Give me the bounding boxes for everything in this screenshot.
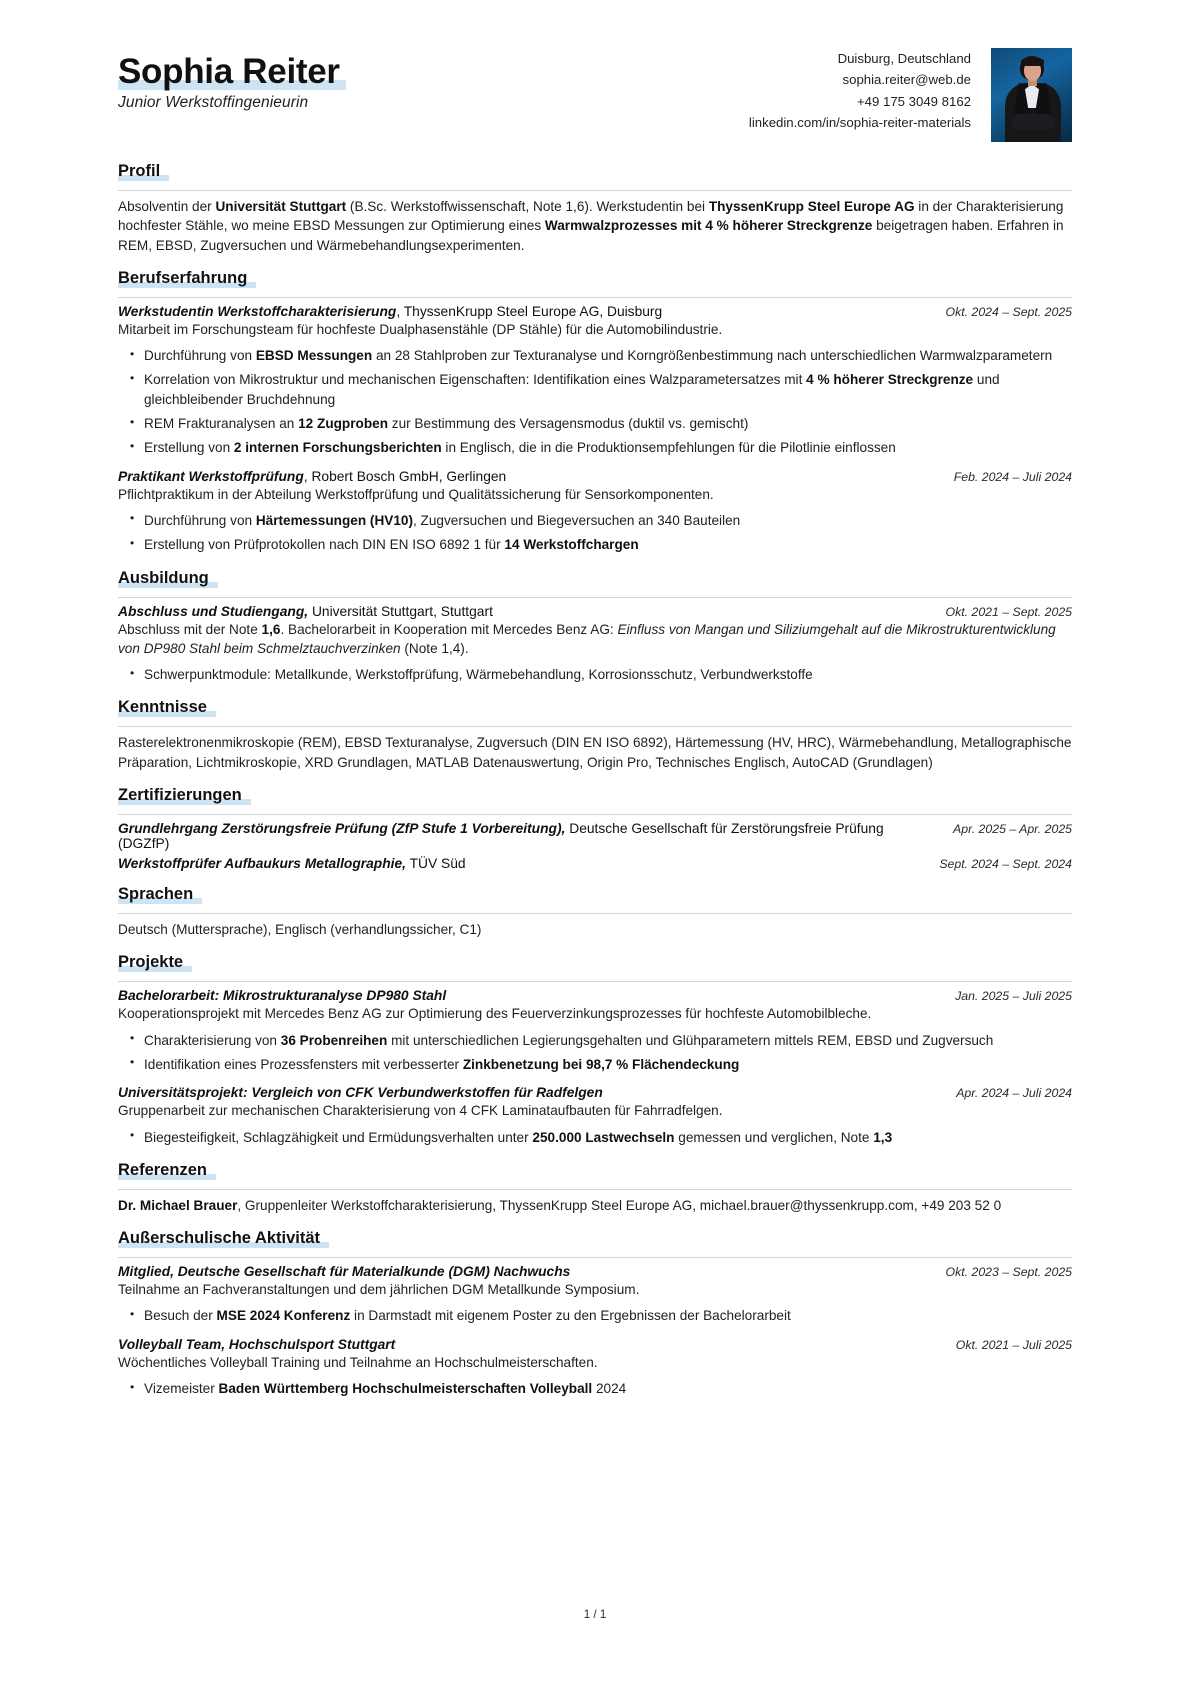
experience-entry <box>118 1337 1072 1399</box>
list-item: • Vizemeister Baden Württemberg Hochschulmeisterschaften Volleyball 2024 <box>118 1379 1072 1398</box>
entry-header <box>118 1337 1072 1352</box>
entry-bullets <box>118 1379 1072 1398</box>
certification-row <box>118 856 1072 871</box>
entry-header <box>118 469 1072 484</box>
section-heading-projekte: Projekte <box>118 953 192 972</box>
entry-header <box>118 988 1072 1003</box>
entry-title: Abschluss und Studiengang, Universität Stuttgart, Stuttgart <box>118 603 493 619</box>
list-item: • Charakterisierung von 36 Probenreihen mit unterschiedlichen Legierungsgehalten und Glühparametern mittels REM, EBSD und Zugversuch <box>118 1031 1072 1050</box>
list-item: • Korrelation von Mikrostruktur und mechanischen Eigenschaften: Identifikation eines Walzparametersatzes mit 4 % höherer Streckgrenze und gleichbleibender Bruchdehnung <box>118 370 1072 409</box>
page-title: Sophia Reiter <box>118 54 346 90</box>
header-contact-block <box>749 44 1072 142</box>
experience-entry <box>118 1264 1072 1326</box>
section-divider <box>118 814 1072 815</box>
experience-entry <box>118 304 1072 458</box>
section-berufserfahrung <box>118 269 1072 555</box>
entry-header <box>118 1085 1072 1100</box>
entry-date: Feb. 2024 – Juli 2024 <box>953 469 1072 484</box>
list-item: • Erstellung von Prüfprotokollen nach DIN EN ISO 6892 1 für 14 Werkstoffchargen <box>118 535 1072 554</box>
entry-bullets <box>118 511 1072 555</box>
entry-title: Mitglied, Deutsche Gesellschaft für Materialkunde (DGM) Nachwuchs <box>118 1264 571 1280</box>
list-item: • Besuch der MSE 2024 Konferenz in Darmstadt mit eigenem Poster zu den Ergebnissen der Bachelorarbeit <box>118 1306 1072 1325</box>
certification-date: Sept. 2024 – Sept. 2024 <box>939 857 1072 872</box>
berufserfahrung-entries <box>118 304 1072 555</box>
list-item: • Identifikation eines Prozessfensters mit verbesserter Zinkbenetzung bei 98,7 % Flächendeckung <box>118 1055 1072 1074</box>
referenzen-text: Dr. Michael Brauer, Gruppenleiter Werkstoffcharakterisierung, ThyssenKrupp Steel Europe AG, michael.brauer@thyssenkrupp.com, +49 203 52 0 <box>118 1197 1002 1213</box>
contact-email[interactable]: sophia.reiter@web.de <box>842 72 971 88</box>
section-heading-berufserfahrung: Berufserfahrung <box>118 269 256 288</box>
section-divider <box>118 190 1072 191</box>
entry-bullets <box>118 346 1072 457</box>
entry-header <box>118 304 1072 319</box>
zertifizierungen-entries <box>118 821 1072 871</box>
entry-title: Praktikant Werkstoffprüfung, Robert Bosch GmbH, Gerlingen <box>118 468 507 484</box>
section-ausbildung <box>118 569 1072 685</box>
section-heading-ausserschulische: Außerschulische Aktivität <box>118 1229 329 1248</box>
job-title-subtitle: Junior Werkstoffingenieurin <box>118 93 309 111</box>
entry-date: Okt. 2023 – Sept. 2025 <box>945 1265 1072 1280</box>
page-footer: 1 / 1 <box>583 1608 607 1621</box>
entry-description: Kooperationsprojekt mit Mercedes Benz AG zur Optimierung des Feuerverzinkungsprozesses für hochfeste Automobilbleche. <box>118 1006 872 1022</box>
section-heading-kenntnisse: Kenntnisse <box>118 698 216 717</box>
list-item: • Schwerpunktmodule: Metallkunde, Werkstoffprüfung, Wärmebehandlung, Korrosionsschutz, Verbundwerkstoffe <box>118 665 1072 684</box>
entry-description: Wöchentliches Volleyball Training und Teilnahme an Hochschulmeisterschaften. <box>118 1354 598 1370</box>
section-divider <box>118 1257 1072 1258</box>
experience-entry <box>118 469 1072 555</box>
section-heading-zertifizierungen: Zertifizierungen <box>118 786 251 805</box>
section-heading-ausbildung: Ausbildung <box>118 569 218 588</box>
experience-entry <box>118 988 1072 1074</box>
entry-header <box>118 1264 1072 1279</box>
avatar-arms <box>1011 114 1055 130</box>
list-item: • Biegesteifigkeit, Schlagzähigkeit und Ermüdungsverhalten unter 250.000 Lastwechseln gemessen und verglichen, Note 1,3 <box>118 1128 1072 1147</box>
entry-description: Pflichtpraktikum in der Abteilung Werkstoffprüfung und Qualitätssicherung für Sensorkomponenten. <box>118 486 714 502</box>
entry-description: Gruppenarbeit zur mechanischen Charakterisierung von 4 CFK Laminataufbauten für Fahrradfelgen. <box>118 1103 723 1119</box>
section-heading-referenzen: Referenzen <box>118 1161 216 1180</box>
entry-date: Okt. 2021 – Sept. 2025 <box>945 604 1072 619</box>
entry-date: Jan. 2025 – Juli 2025 <box>955 989 1072 1004</box>
entry-title: Werkstudentin Werkstoffcharakterisierung, ThyssenKrupp Steel Europe AG, Duisburg <box>118 303 663 319</box>
section-kenntnisse <box>118 698 1072 772</box>
projekte-entries <box>118 988 1072 1146</box>
experience-entry <box>118 604 1072 685</box>
entry-bullets <box>118 1031 1072 1075</box>
list-item: • Erstellung von 2 internen Forschungsberichten in Englisch, die in die Produktionsempfehlungen für die Pilotlinie einflossen <box>118 438 1072 457</box>
certification-date: Apr. 2025 – Apr. 2025 <box>953 822 1072 837</box>
section-heading-sprachen: Sprachen <box>118 885 202 904</box>
ausserschulische-entries <box>118 1264 1072 1398</box>
section-divider <box>118 726 1072 727</box>
list-item: • Durchführung von EBSD Messungen an 28 Stahlproben zur Texturanalyse und Korngrößenbestimmung nach unterschiedlichen Warmwalzparametern <box>118 346 1072 365</box>
entry-header <box>118 604 1072 619</box>
sprachen-text: Deutsch (Muttersprache), Englisch (verhandlungssicher, C1) <box>118 922 482 938</box>
entry-title: Universitätsprojekt: Vergleich von CFK Verbundwerkstoffen für Radfelgen <box>118 1085 603 1101</box>
section-divider <box>118 981 1072 982</box>
entry-bullets <box>118 1306 1072 1325</box>
header-identity <box>118 44 346 112</box>
entry-date: Apr. 2024 – Juli 2024 <box>956 1086 1072 1101</box>
section-divider <box>118 913 1072 914</box>
avatar-fringe <box>1021 57 1044 66</box>
contact-info <box>749 48 971 134</box>
entry-bullets <box>118 665 1072 684</box>
kenntnisse-text: Rasterelektronenmikroskopie (REM), EBSD Texturanalyse, Zugversuch (DIN EN ISO 6892), Härtemessung (HV, HRC), Wärmebehandlung, Metallographische Präparation, Lichtmikroskopie, XRD Grundlagen, MATLAB Datenauswertung, Origin Pro, Technisches Englisch, AutoCAD (Grundlagen) <box>118 735 1072 770</box>
section-projekte <box>118 953 1072 1146</box>
section-referenzen <box>118 1161 1072 1215</box>
avatar <box>991 48 1072 142</box>
section-sprachen <box>118 885 1072 939</box>
entry-title: Volleyball Team, Hochschulsport Stuttgart <box>118 1336 396 1352</box>
ausbildung-entries <box>118 604 1072 685</box>
list-item: • REM Frakturanalysen an 12 Zugproben zur Bestimmung des Versagensmodus (duktil vs. gemischt) <box>118 414 1072 433</box>
entry-description: Mitarbeit im Forschungsteam für hochfeste Dualphasenstähle (DP Stähle) für die Automobilindustrie. <box>118 321 723 337</box>
section-divider <box>118 1189 1072 1190</box>
profil-text: Absolventin der Universität Stuttgart (B.Sc. Werkstoffwissenschaft, Note 1,6). Werkstudentin bei ThyssenKrupp Steel Europe AG in der Charakterisierung hochfester Stähle, wo meine EBSD Messungen zur Optimierung eines Warmwalzprozesses mit 4 % höherer Streckgrenze beigetragen haben. Erfahren in REM, EBSD, Zugversuchen und Wärmebehandlungsexperimenten. <box>118 199 1064 253</box>
entry-title: Bachelorarbeit: Mikrostrukturanalyse DP980 Stahl <box>118 988 447 1004</box>
section-ausserschulische-aktivitaet <box>118 1229 1072 1398</box>
section-profil <box>118 162 1072 255</box>
section-divider <box>118 297 1072 298</box>
contact-linkedin[interactable]: linkedin.com/in/sophia-reiter-materials <box>748 115 971 131</box>
entry-date: Okt. 2021 – Juli 2025 <box>955 1337 1072 1352</box>
entry-description: Teilnahme an Fachveranstaltungen und dem jährlichen DGM Metallkunde Symposium. <box>118 1282 640 1298</box>
section-heading-profil: Profil <box>118 162 169 181</box>
certification-title: Werkstoffprüfer Aufbaukurs Metallographie, TÜV Süd <box>118 856 466 872</box>
certification-title: Grundlehrgang Zerstörungsfreie Prüfung (ZfP Stufe 1 Vorbereitung), Deutsche Gesellschaft für Zerstörungsfreie Prüfung (DGZfP) <box>118 821 884 852</box>
resume-header <box>118 44 1072 142</box>
certification-row <box>118 821 1072 851</box>
section-zertifizierungen <box>118 786 1072 871</box>
experience-entry <box>118 1085 1072 1147</box>
entry-description: Abschluss mit der Note 1,6. Bachelorarbeit in Kooperation mit Mercedes Benz AG: Einfluss von Mangan und Siliziumgehalt auf die Mikrostrukturentwicklung von DP980 Stahl beim Schmelztauchverzinken (Note 1,4). <box>118 621 1056 656</box>
entry-bullets <box>118 1128 1072 1147</box>
section-divider <box>118 597 1072 598</box>
list-item: • Durchführung von Härtemessungen (HV10), Zugversuchen und Biegeversuchen an 340 Bauteilen <box>118 511 1072 530</box>
contact-location: Duisburg, Deutschland <box>837 51 971 66</box>
entry-date: Okt. 2024 – Sept. 2025 <box>945 304 1072 319</box>
contact-phone[interactable]: +49 175 3049 8162 <box>856 93 971 109</box>
